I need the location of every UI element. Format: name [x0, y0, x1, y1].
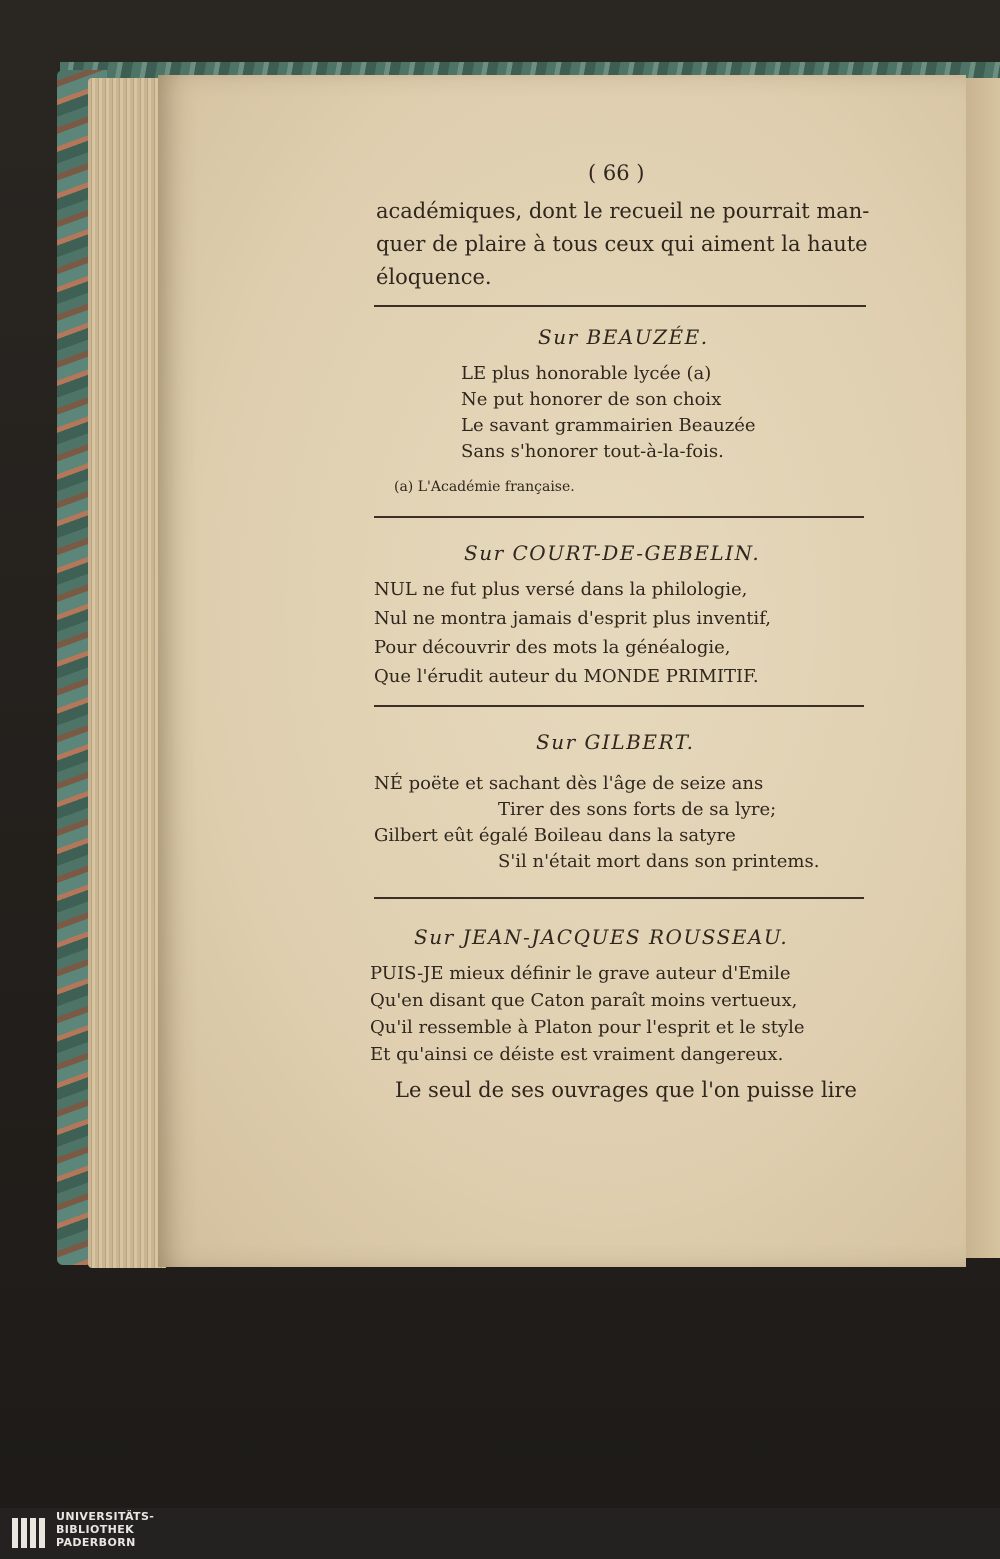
verse-line: Qu'en disant que Caton paraît moins vertueux, — [370, 990, 798, 1011]
logo-line: PADERBORN — [56, 1536, 136, 1549]
continuation-line-1: académiques, dont le recueil ne pourrait man- — [376, 199, 870, 223]
verse-line: Gilbert eût égalé Boileau dans la satyre — [374, 825, 736, 846]
verse-line: Tirer des sons forts de sa lyre; — [498, 799, 777, 820]
library-logo-text — [56, 1510, 154, 1549]
section-divider — [374, 516, 864, 518]
verse-line: Et qu'ainsi ce déiste est vraiment dangereux. — [370, 1044, 784, 1065]
page-block-edges — [88, 78, 166, 1268]
section-divider — [374, 897, 864, 899]
verse-line: NUL ne fut plus versé dans la philologie, — [374, 579, 748, 600]
section-title-gilbert: Sur GILBERT. — [536, 730, 695, 754]
verse-line: Sans s'honorer tout-à-la-fois. — [461, 441, 724, 462]
continuation-line-2: quer de plaire à tous ceux qui aiment la haute — [376, 232, 868, 256]
logo-line: BIBLIOTHEK — [56, 1523, 135, 1536]
verse-line: S'il n'était mort dans son printems. — [498, 851, 820, 872]
book-page — [158, 75, 966, 1267]
facing-page-edge — [965, 78, 1000, 1258]
verse-line: Que l'érudit auteur du MONDE PRIMITIF. — [374, 666, 759, 687]
library-logo-icon — [10, 1514, 48, 1552]
section-title-beauzee: Sur BEAUZÉE. — [538, 325, 709, 349]
section-title-rousseau: Sur JEAN-JACQUES ROUSSEAU. — [414, 925, 789, 949]
verse-line: PUIS-JE mieux définir le grave auteur d'Emile — [370, 963, 791, 984]
verse-line: Qu'il ressemble à Platon pour l'esprit et le style — [370, 1017, 805, 1038]
continuation-line-3: éloquence. — [376, 265, 492, 289]
verse-line: Le savant grammairien Beauzée — [461, 415, 756, 436]
verse-line: Pour découvrir des mots la généalogie, — [374, 637, 731, 658]
verse-line: NÉ poëte et sachant dès l'âge de seize ans — [374, 773, 764, 794]
page-number: ( 66 ) — [588, 161, 645, 185]
verse-line: LE plus honorable lycée (a) — [461, 363, 712, 384]
verse-line: Ne put honorer de son choix — [461, 389, 722, 410]
verse-line: Nul ne montra jamais d'esprit plus inventif, — [374, 608, 771, 629]
catchline: Le seul de ses ouvrages que l'on puisse lire — [395, 1078, 857, 1102]
footnote: (a) L'Académie française. — [394, 479, 575, 495]
logo-line: UNIVERSITÄTS- — [56, 1510, 155, 1523]
section-divider — [374, 705, 864, 707]
section-title-court-de-gebelin: Sur COURT-DE-GEBELIN. — [464, 541, 761, 565]
section-divider — [374, 305, 866, 307]
